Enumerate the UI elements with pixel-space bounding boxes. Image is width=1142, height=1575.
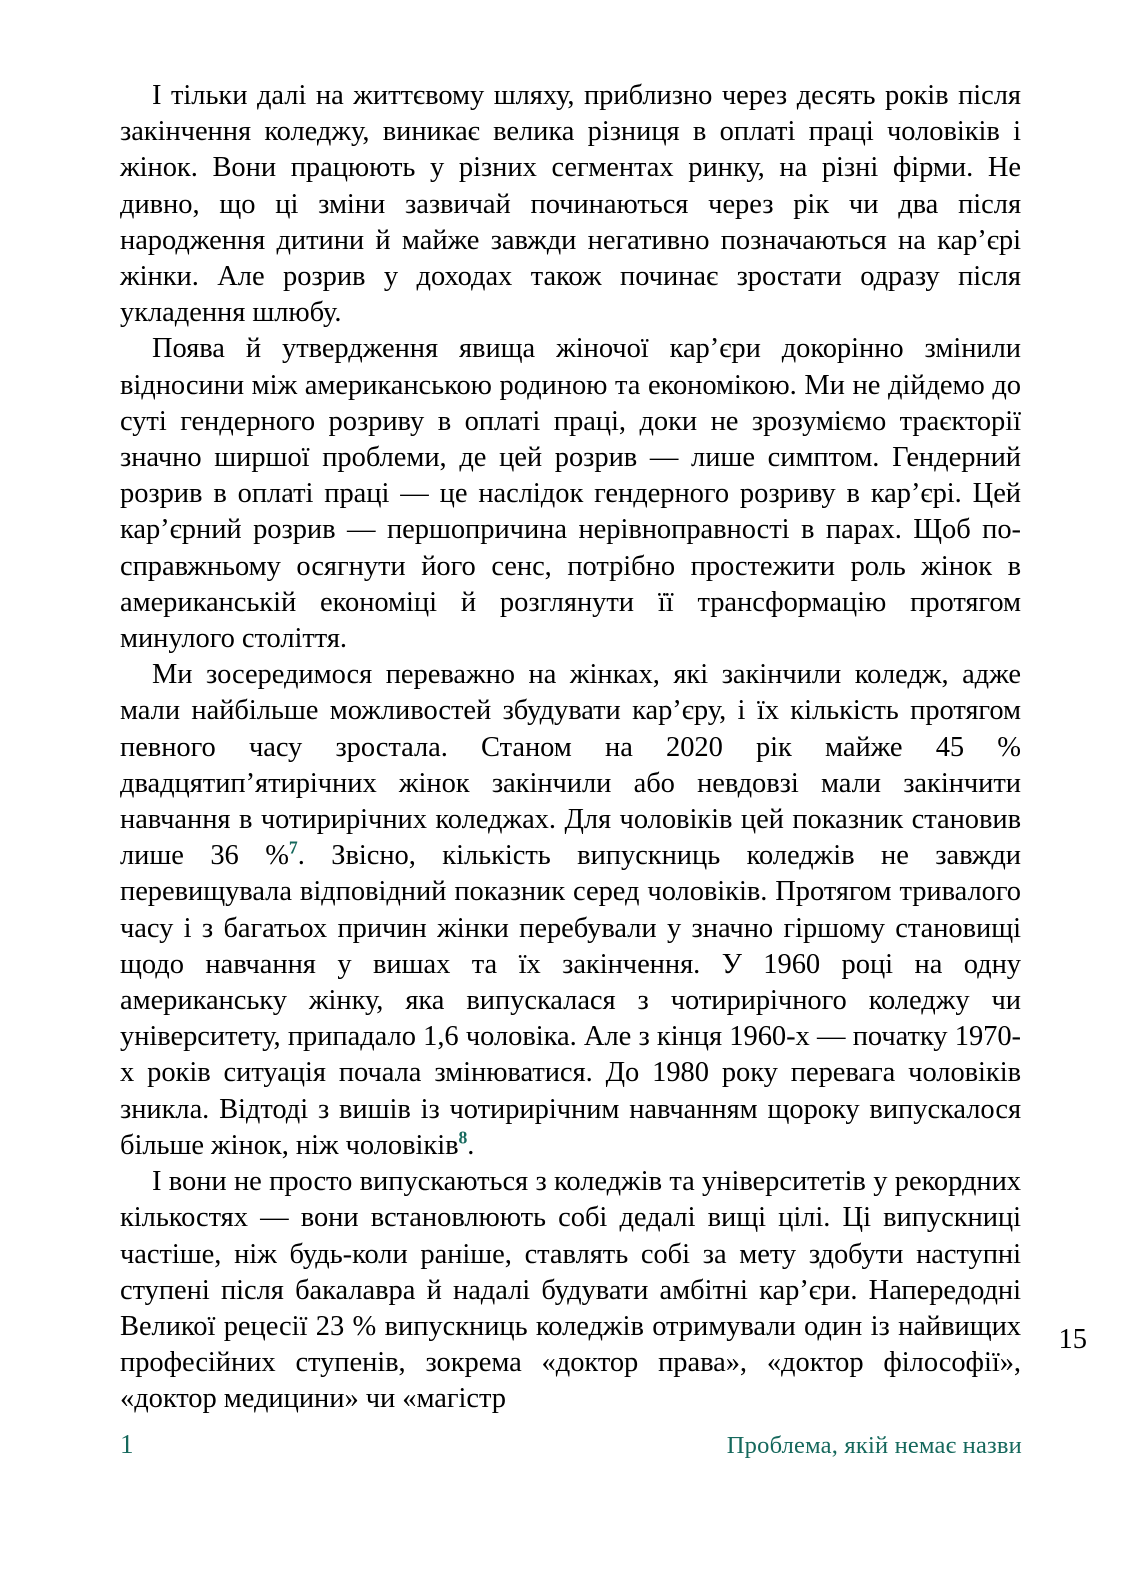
footnote-marker-8[interactable]: 8 xyxy=(458,1127,468,1148)
footer-running-head: Проблема, якій немає назви xyxy=(726,1432,1022,1459)
footnote-marker-7[interactable]: 7 xyxy=(288,837,298,858)
paragraph-2: Поява й утвердження явища жіночої кар’єри докорінно змінили відносини між американською родиною та економікою. Ми не дійдемо до суті гендерного розриву в оплаті праці, доки не зрозуміємо траєкторії значно ширшої проблеми, де цей розрив — лише симптом. Гендерний розрив в оплаті праці — це наслідок гендерного розриву в кар’єрі. Цей кар’єрний розрив — першопричина нерівноправності в парах. Щоб по-справжньому осягнути його сенс, потрібно простежити роль жінок в американській економіці й розглянути її трансформацію протягом минулого століття. xyxy=(120,333,1021,655)
page-number: 15 xyxy=(1058,1324,1087,1355)
body-text-column xyxy=(120,78,1021,1418)
paragraph-3-part-2: . Звісно, кількість випускниць коледжів не завжди перевищувала відповідний показник серед чоловіків. Протягом тривалого часу і з багатьох причин жінки перебували у значно гіршому становищі щодо навчання у вишах та їх закінчення. У 1960 році на одну американську жінку, яка випускалася з чотирирічного коледжу чи університету, припадало 1,6 чоловіка. Але з кінця 1960-х — початку 1970-х років ситуація почала змінюватися. До 1980 року перевага чоловіків зникла. Відтоді з вишів із чотирирічним навчанням щороку випускалося більше жінок, ніж чоловіків xyxy=(120,840,1021,1161)
paragraph-3 xyxy=(120,657,1021,1164)
page-footer xyxy=(120,1428,1022,1462)
paragraph-3-part-3: . xyxy=(467,1129,475,1161)
footer-chapter-number: 1 xyxy=(120,1429,134,1459)
paragraph-1: І тільки далі на життєвому шляху, приблизно через десять років після закінчення коледжу, виникає велика різниця в оплаті праці чоловіків і жінок. Вони працюють у різних сегментах ринку, на різні фірми. Не дивно, що ці зміни зазвичай починаються через рік чи два після народження дитини й майже завжди негативно позначаються на кар’єрі жінки. Але розрив у доходах також починає зростати одразу після укладення шлюбу. xyxy=(120,80,1021,329)
paragraph-3-part-1: Ми зосередимося переважно на жінках, які закінчили коледж, адже мали найбільше можливостей збудувати кар’єру, і їх кількість протягом певного часу зростала. Станом на 2020 рік майже 45 % двадцятип’ятирічних жінок закінчили або невдовзі мали закінчити навчання в чотирирічних коледжах. Для чоловіків цей показник становив лише 36 % xyxy=(120,659,1021,872)
paragraph-4: І вони не просто випускаються з коледжів та університетів у рекордних кількостях — вони встановлюють собі дедалі вищі цілі. Ці випускниці частіше, ніж будь-коли раніше, ставлять собі за мету здобути наступні ступені після бакалавра й надалі будувати амбітні кар’єри. Напередодні Великої рецесії 23 % випускниць коледжів отримували один із найвищих професійних ступенів, зокрема «доктор права», «доктор філософії», «доктор медицини» чи «магістр xyxy=(120,1166,1021,1415)
